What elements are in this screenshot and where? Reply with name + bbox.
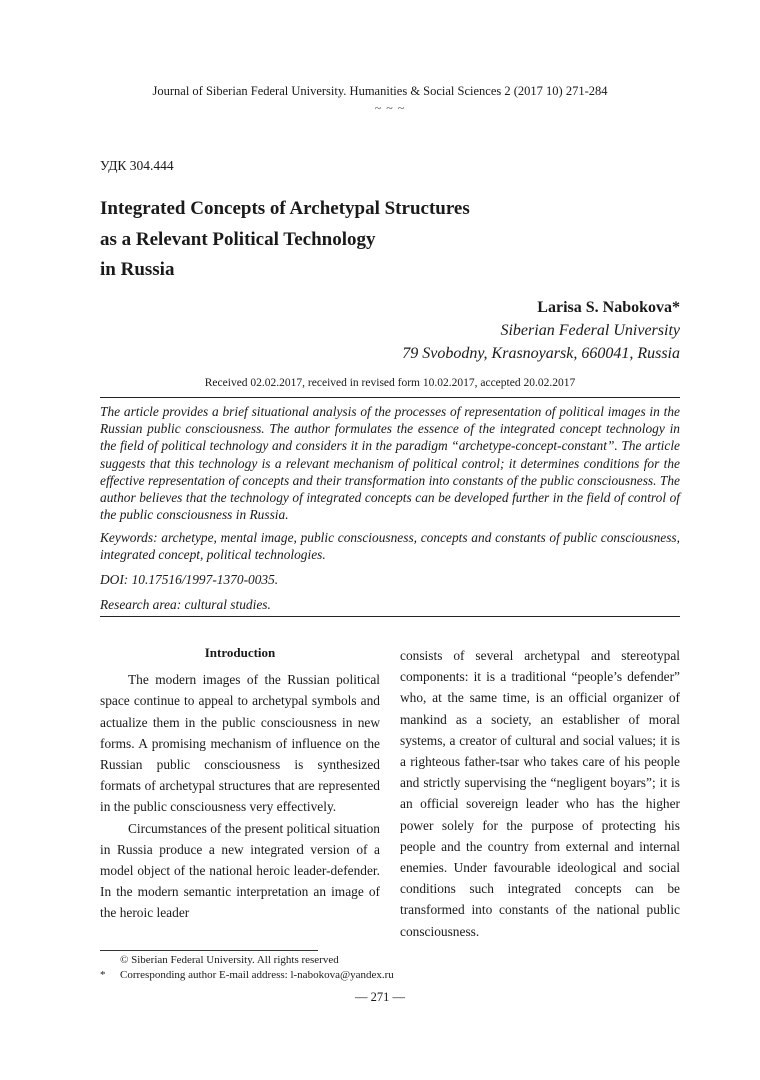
- body-right-column: [400, 645, 680, 942]
- body-paragraph: Circumstances of the present political situation in Russia produce a new integrated version of a model object of the national heroic leader-defender. In the modern semantic interpretation an image of the heroic leader: [100, 820, 380, 921]
- journal-header: Journal of Siberian Federal University. Humanities & Social Sciences 2 (2017 10) 271-284: [152, 84, 608, 98]
- page-number: — 271 —: [355, 990, 405, 1004]
- article-title: [100, 194, 660, 286]
- author-block: [402, 296, 680, 365]
- footnote-copyright: [100, 953, 339, 967]
- body-paragraph: The modern images of the Russian political space continue to appeal to archetypal symbols and actualize them in the public consciousness in new forms. A promising mechanism of influence on the Russian public consciousness is synthesized formats of archetypal structures that are represented in the public consciousness very effectively.: [100, 672, 380, 815]
- author-name: Larisa S. Nabokova*: [537, 299, 680, 316]
- body-left-column: [100, 642, 380, 924]
- asterisk-mark: *: [100, 969, 106, 981]
- footnote-rule: [100, 950, 318, 951]
- title-line: in Russia: [100, 259, 175, 280]
- keywords: Keywords: archetype, mental image, public consciousness, concepts and constants of public consciousness, integrated concept, political technologies.: [100, 530, 680, 563]
- header-ornament: ~ ~ ~: [374, 101, 406, 115]
- author-affiliation: Siberian Federal University: [500, 322, 680, 339]
- title-line: Integrated Concepts of Archetypal Structures: [100, 198, 470, 219]
- received-dates: Received 02.02.2017, received in revised form 10.02.2017, accepted 20.02.2017: [204, 377, 576, 389]
- abstract-top-rule: [100, 397, 680, 398]
- footnote-corresponding: [100, 968, 394, 982]
- abstract-text: The article provides a brief situational analysis of the processes of representation of political images in the Russian public consciousness. The author formulates the essence of the integrated concept technology in the field of political technology and considers it in the paradigm “archetype-concept-constant”. The article suggests that this technology is a relevant mechanism of political control; it determines conditions for the effective representation of concepts and their transformation into constants of the public consciousness. The author believes that the technology of integrated concepts can be developed further in the field of control of the public consciousness in Russia.: [100, 404, 680, 523]
- abstract-bottom-rule: [100, 616, 680, 617]
- udk-code: УДК 304.444: [100, 158, 174, 173]
- copyright-text: © Siberian Federal University. All rights reserved: [120, 954, 339, 966]
- research-area: Research area: cultural studies.: [100, 597, 271, 612]
- author-address: 79 Svobodny, Krasnoyarsk, 660041, Russia: [402, 345, 680, 362]
- corresponding-email: Corresponding author E-mail address: l-nabokova@yandex.ru: [120, 969, 394, 981]
- doi: DOI: 10.17516/1997-1370-0035.: [100, 572, 279, 587]
- body-paragraph: consists of several archetypal and stereotypal components: it is a traditional “people’s defender” who, at the same time, is an official organizer of mankind as a society, an establisher of moral systems, a creator of cultural and social values; it is a righteous father-tsar who takes care of his people and strictly supervising the “negligent boyars”; it is an official sovereign leader who has the higher power solely for the purpose of protecting his people and the country from external and internal enemies. Under favourable ideological and social conditions such integrated concepts can be transformed into constants of the national public consciousness.: [400, 648, 680, 939]
- title-line: as a Relevant Political Technology: [100, 228, 376, 250]
- section-heading: Introduction: [204, 645, 276, 660]
